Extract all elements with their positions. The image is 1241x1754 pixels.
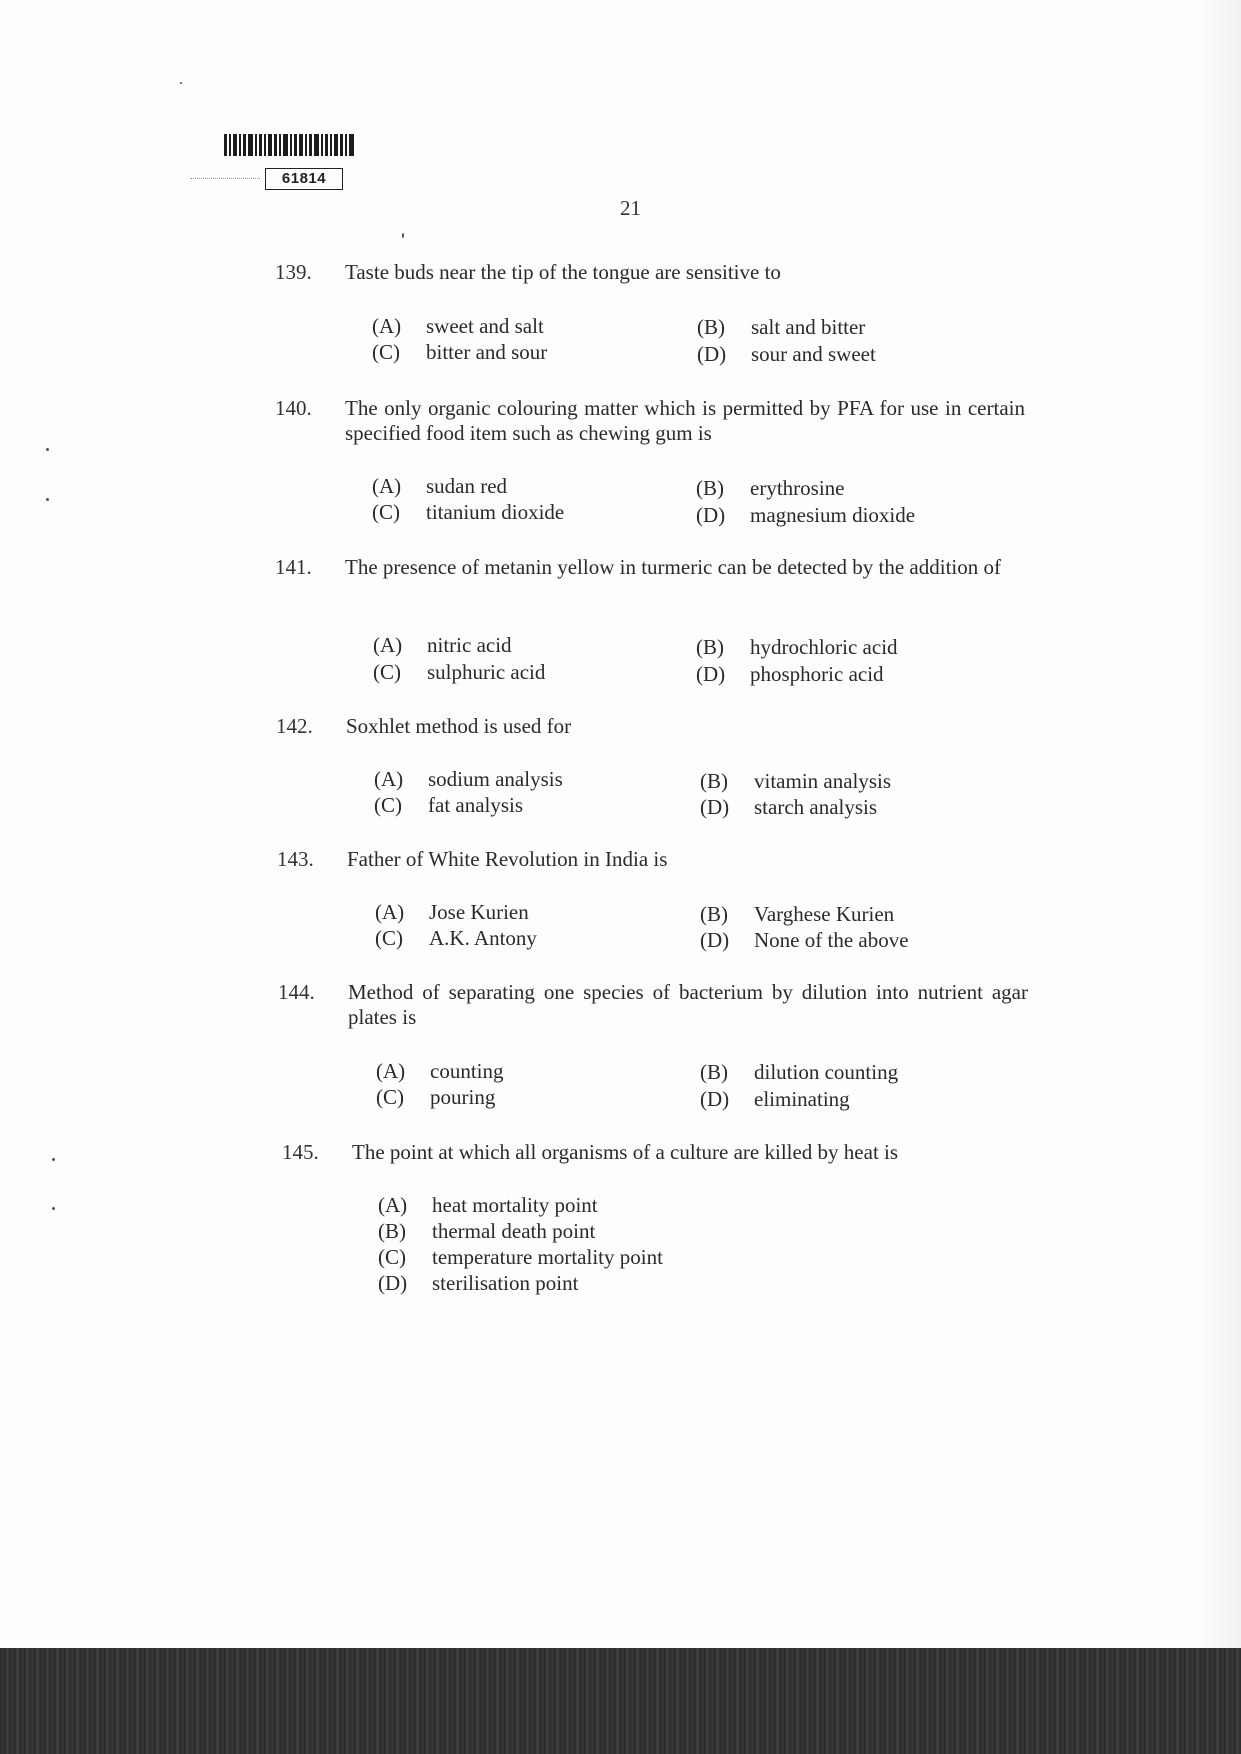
scan-speck — [180, 82, 182, 84]
option-c: (C) fat analysis — [374, 793, 524, 817]
barcode-icon — [224, 134, 356, 156]
question-text: Taste buds near the tip of the tongue are sensitive to — [345, 260, 781, 284]
option-d: (D) sterilisation point — [378, 1271, 579, 1295]
code-leader-line — [190, 178, 260, 179]
paper-code-box: 61814 — [265, 168, 343, 190]
scan-speck — [52, 1158, 55, 1161]
question-text: The presence of metanin yellow in turmeric can be detected by the addition of — [345, 555, 1001, 579]
option-d: (D) phosphoric acid — [696, 662, 884, 686]
option-b: (B) thermal death point — [378, 1219, 596, 1243]
scan-speck — [46, 498, 49, 501]
option-b: (B) dilution counting — [700, 1060, 899, 1084]
scanner-background-strip — [0, 1648, 1241, 1754]
option-a: (A) counting — [376, 1059, 504, 1083]
option-b: (B) erythrosine — [696, 476, 845, 500]
option-c: (C) A.K. Antony — [375, 926, 537, 950]
option-b: (B) salt and bitter — [697, 315, 866, 339]
question-text: Soxhlet method is used for — [346, 714, 572, 738]
option-c: (C) sulphuric acid — [373, 660, 546, 684]
option-a: (A) sweet and salt — [372, 314, 544, 338]
option-b: (B) vitamin analysis — [700, 769, 892, 793]
question-number: 143. — [277, 847, 314, 871]
scan-speck — [402, 233, 404, 238]
option-c: (C) bitter and sour — [372, 340, 548, 364]
option-a: (A) sudan red — [372, 474, 508, 498]
option-b: (B) Varghese Kurien — [700, 902, 895, 926]
option-a: (A) sodium analysis — [374, 767, 563, 791]
question-text: The only organic colouring matter which is permitted by PFA for use in certain specified food item such as chewing gum is — [345, 396, 1025, 445]
question-number: 142. — [276, 714, 313, 738]
option-b: (B) hydrochloric acid — [696, 635, 898, 659]
option-c: (C) titanium dioxide — [372, 500, 565, 524]
question-number: 144. — [278, 980, 315, 1004]
option-d: (D) sour and sweet — [697, 342, 876, 366]
option-d: (D) starch analysis — [700, 795, 878, 819]
option-c: (C) pouring — [376, 1085, 496, 1109]
question-text: Method of separating one species of bacterium by dilution into nutrient agar plates is — [348, 980, 1028, 1029]
question-number: 140. — [275, 396, 312, 420]
option-a: (A) Jose Kurien — [375, 900, 529, 924]
option-d: (D) magnesium dioxide — [696, 503, 916, 527]
option-c: (C) temperature mortality point — [378, 1245, 663, 1269]
question-text: The point at which all organisms of a culture are killed by heat is — [352, 1140, 899, 1164]
scan-speck — [52, 1207, 55, 1210]
option-a: (A) nitric acid — [373, 633, 512, 657]
question-number: 139. — [275, 260, 312, 284]
scan-speck — [46, 448, 49, 451]
question-number: 145. — [282, 1140, 319, 1164]
page-number: 21 — [620, 196, 641, 220]
question-text: Father of White Revolution in India is — [347, 847, 668, 871]
question-number: 141. — [275, 555, 312, 579]
option-d: (D) None of the above — [700, 928, 909, 952]
option-a: (A) heat mortality point — [378, 1193, 598, 1217]
scan-edge-shadow — [1195, 0, 1241, 1648]
option-d: (D) eliminating — [700, 1087, 850, 1111]
